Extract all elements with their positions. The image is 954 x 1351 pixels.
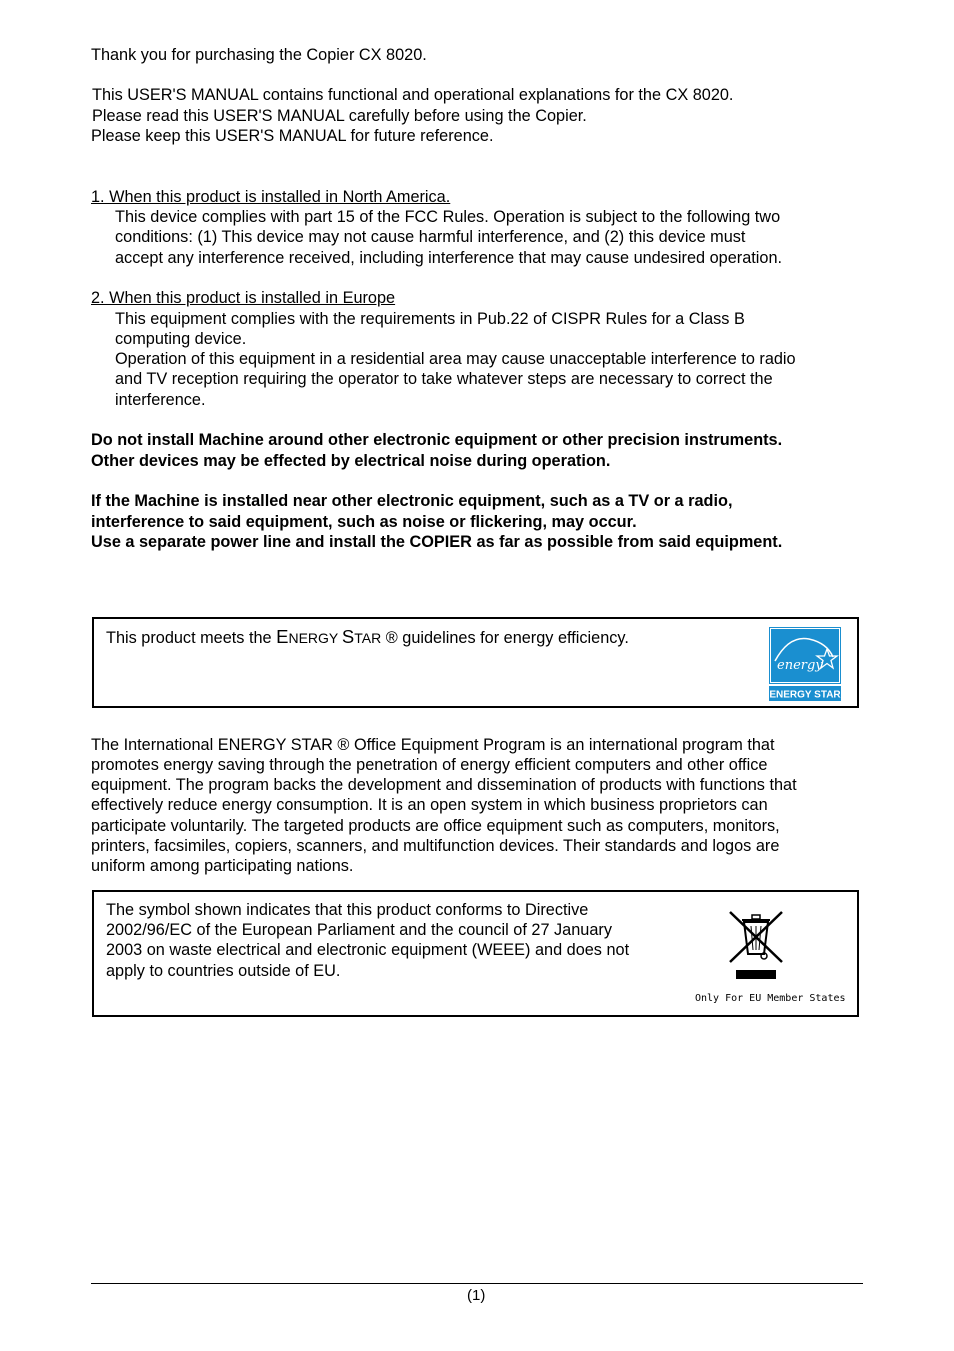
weee-line: apply to countries outside of EU.	[106, 962, 341, 980]
warning-line: Use a separate power line and install the COPIER as far as possible from said equipment.	[91, 533, 783, 551]
cispr-line: Operation of this equipment in a residential area may cause unacceptable interference to radio	[115, 350, 796, 368]
warning-line: Other devices may be effected by electrical noise during operation.	[91, 452, 611, 470]
cispr-line: and TV reception requiring the operator to take whatever steps are necessary to correct the	[115, 370, 773, 388]
warning-line: Do not install Machine around other electronic equipment or other precision instruments.	[91, 431, 783, 449]
cispr-line: This equipment complies with the requirements in Pub.22 of CISPR Rules for a Class B	[115, 310, 745, 328]
crossed-out-wheelie-bin-icon	[724, 908, 788, 988]
program-line: effectively reduce energy consumption. It is an open system in which business proprietors can	[91, 796, 768, 814]
warning-line: If the Machine is installed near other electronic equipment, such as a TV or a radio,	[91, 492, 733, 510]
fcc-line: This device complies with part 15 of the FCC Rules. Operation is subject to the following two	[115, 208, 781, 226]
weee-line: The symbol shown indicates that this product conforms to Directive	[106, 901, 589, 919]
page-number: (1)	[467, 1287, 486, 1304]
energy-star-box	[92, 617, 859, 708]
program-line: The International ENERGY STAR ® Office Equipment Program is an international program that	[91, 736, 775, 754]
manual-line-3: Please keep this USER'S MANUAL for future reference.	[91, 127, 494, 145]
program-line: promotes energy saving through the penetration of energy efficient computers and other office	[91, 756, 768, 774]
cispr-line: interference.	[115, 391, 206, 409]
cispr-line: computing device.	[115, 330, 247, 348]
warning-line: interference to said equipment, such as noise or flickering, may occur.	[91, 513, 637, 531]
fcc-line: conditions: (1) This device may not cause harmful interference, and (2) this device must	[115, 228, 746, 246]
program-line: printers, facsimiles, copiers, scanners, and multifunction devices. Their standards and logos are	[91, 837, 780, 855]
energy-script-text: energy	[777, 658, 823, 673]
manual-line-1: This USER'S MANUAL contains functional and operational explanations for the CX 8020.	[92, 86, 734, 104]
program-line: uniform among participating nations.	[91, 857, 354, 875]
energy-star-logo	[769, 627, 841, 701]
energy-star-statement: This product meets the ENERGY STAR ® guidelines for energy efficiency.	[106, 626, 629, 647]
weee-line: 2002/96/EC of the European Parliament and the council of 27 January	[106, 921, 612, 939]
europe-heading: 2. When this product is installed in Europe	[91, 289, 396, 307]
manual-line-2: Please read this USER'S MANUAL carefully before using the Copier.	[92, 107, 587, 125]
program-line: equipment. The program backs the development and dissemination of products with functions that	[91, 776, 797, 794]
program-line: participate voluntarily. The targeted products are office equipment such as computers, monitors,	[91, 817, 780, 835]
energy-star-logo-label: ENERGY STAR	[769, 689, 841, 701]
weee-line: 2003 on waste electrical and electronic equipment (WEEE) and does not	[106, 941, 630, 959]
weee-caption: Only For EU Member States	[695, 993, 846, 1004]
fcc-line: accept any interference received, including interference that may cause undesired operation.	[115, 249, 783, 267]
thanks-text: Thank you for purchasing the Copier CX 8020.	[91, 46, 427, 64]
weee-box	[92, 890, 859, 1017]
footer-rule	[91, 1283, 863, 1284]
north-america-heading: 1. When this product is installed in North America.	[91, 188, 451, 206]
